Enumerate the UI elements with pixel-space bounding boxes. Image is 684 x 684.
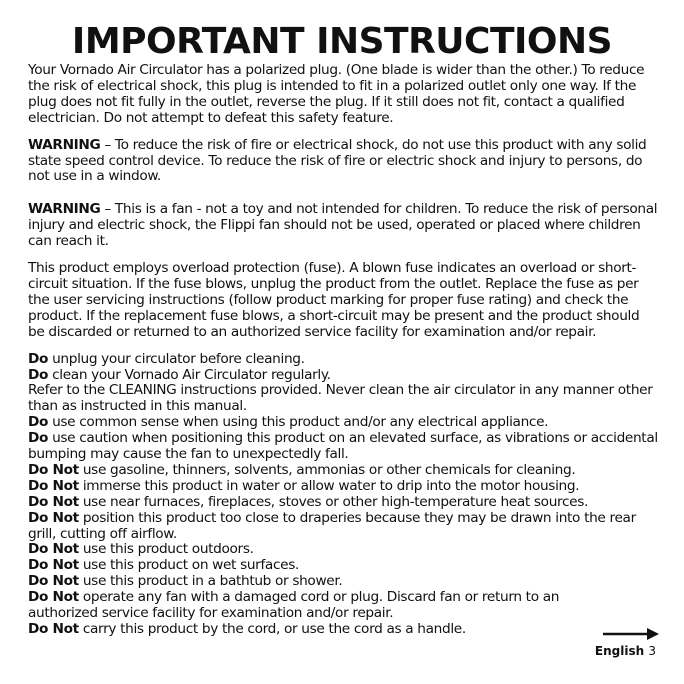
rule-item bbox=[28, 511, 658, 543]
rule-text: unplug your circulator before cleaning. bbox=[48, 350, 305, 367]
warning-speed-control-paragraph bbox=[28, 138, 658, 186]
rule-text: use this product outdoors. bbox=[78, 541, 254, 558]
rule-keyword: Do Not bbox=[28, 621, 79, 637]
rule-keyword: Do bbox=[28, 430, 49, 447]
rule-text: use this product in a bathtub or shower. bbox=[78, 573, 343, 590]
do-dont-list bbox=[28, 352, 658, 638]
rule-keyword: Do Not bbox=[28, 557, 79, 574]
rule-keyword: Do Not bbox=[28, 461, 79, 478]
rule-keyword: Do Not bbox=[28, 541, 79, 558]
warning-label: WARNING bbox=[28, 201, 101, 218]
rule-item bbox=[28, 383, 658, 415]
rule-text: use near furnaces, fireplaces, stoves or other high-temperature heat sources. bbox=[78, 493, 589, 510]
rule-item bbox=[28, 415, 658, 431]
rule-text: immerse this product in water or allow water to drip into the motor housing. bbox=[78, 477, 580, 494]
rule-keyword: Do Not bbox=[28, 493, 79, 510]
page-title: IMPORTANT INSTRUCTIONS bbox=[71, 21, 613, 62]
rule-keyword: Do Not bbox=[28, 477, 79, 494]
rule-keyword: Do bbox=[28, 350, 49, 367]
polarized-plug-paragraph: Your Vornado Air Circulator has a polarized plug. (One blade is wider than the other.) To reduce the risk of electrical shock, this plug is intended to fit in a polarized outlet only one way. If the plug does not fit fully in the outlet, reverse the plug. If it still does not fit, contact a qualified electrician. Do not attempt to defeat this safety feature. bbox=[28, 62, 645, 126]
rule-keyword: Do Not bbox=[28, 509, 79, 526]
right-arrow-icon bbox=[603, 626, 659, 642]
rule-item bbox=[28, 542, 658, 558]
warning-label: WARNING bbox=[28, 136, 101, 153]
rule-text: use caution when positioning this product on an elevated surface, as vibrations or accidental bumping may cause the fan to unexpectedly fall. bbox=[28, 430, 658, 463]
rule-text: use common sense when using this product and/or any electrical appliance. bbox=[48, 414, 549, 431]
warning-text: – To reduce the risk of fire or electrical shock, do not use this product with any solid state speed control device. To reduce the risk of fire or electric shock and injury to persons, do not use in a window. bbox=[28, 136, 647, 185]
rule-text: use gasoline, thinners, solvents, ammonias or other chemicals for cleaning. bbox=[78, 461, 576, 478]
rule-item bbox=[28, 479, 658, 495]
rule-item bbox=[28, 574, 658, 590]
rule-text: operate any fan with a damaged cord or plug. Discard fan or return to an authorized service facility for examination and/or repair. bbox=[28, 589, 560, 622]
rule-keyword: Do bbox=[28, 366, 49, 383]
warning-children-paragraph bbox=[28, 202, 658, 250]
instructions-body bbox=[28, 63, 658, 638]
rule-item bbox=[28, 352, 658, 368]
rule-text: clean your Vornado Air Circulator regularly. bbox=[48, 366, 331, 383]
rule-keyword: Do Not bbox=[28, 589, 79, 606]
rule-item bbox=[28, 495, 658, 511]
rule-item bbox=[28, 431, 658, 463]
rule-item bbox=[28, 590, 613, 622]
rule-item bbox=[28, 558, 658, 574]
page-number: 3 bbox=[648, 644, 656, 658]
rule-text: position this product too close to draperies because they may be drawn into the rear grill, cutting off airflow. bbox=[28, 509, 636, 542]
rule-text: Refer to the CLEANING instructions provided. Never clean the air circulator in any manner other than as instructed in this manual. bbox=[28, 382, 653, 415]
rule-item bbox=[28, 368, 658, 384]
rule-keyword: Do bbox=[28, 414, 49, 431]
warning-text: – This is a fan - not a toy and not intended for children. To reduce the risk of personal injury and electric shock, the Flippi fan should not be used, operated or placed where children can reach it. bbox=[28, 201, 658, 250]
page-footer bbox=[595, 644, 656, 658]
fuse-paragraph: This product employs overload protection (fuse). A blown fuse indicates an overload or short-circuit situation. If the fuse blows, unplug the product from the outlet. Replace the fuse as per the user servicing instructions (follow product marking for proper fuse rating) and check the product. If the replacement fuse blows, a short-circuit may be present and the product should be discarded or returned to an authorized service facility for examination and/or repair. bbox=[28, 260, 640, 340]
rule-item bbox=[28, 463, 658, 479]
rule-text: use this product on wet surfaces. bbox=[78, 557, 299, 574]
rule-item bbox=[28, 622, 658, 638]
rule-keyword: Do Not bbox=[28, 573, 79, 590]
language-label: English bbox=[594, 644, 645, 658]
rule-text: carry this product by the cord, or use the cord as a handle. bbox=[78, 621, 466, 637]
